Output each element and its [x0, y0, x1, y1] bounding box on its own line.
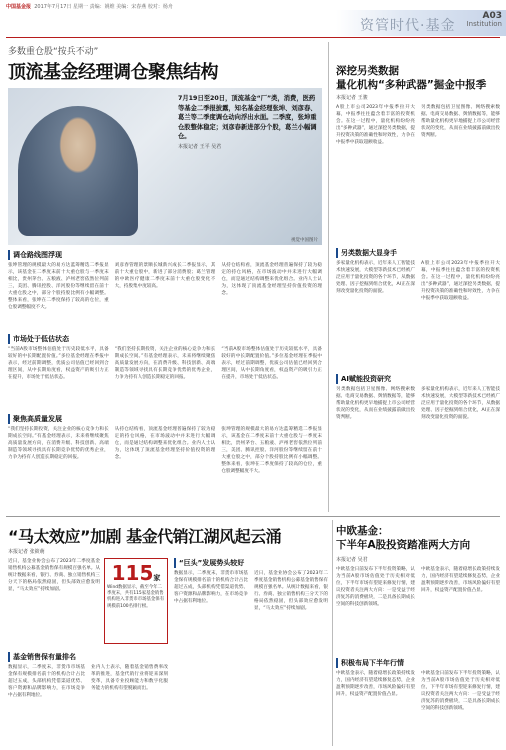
section-divider — [6, 516, 500, 517]
story4-headline: 中欧基金： 下半年A股投资踏准两大方向 — [336, 525, 471, 551]
story1-para-2: 刘彦春管理的景顺长城新兴成长二季报显示，其前十大重仓股中，新进了部分消费股；葛兰管理的中欧医疗健康二季度末前十大重仓股变化不大，持股集中度较高。 — [114, 263, 216, 289]
story1-subhead-1: 调仓路线图浮现 — [8, 250, 62, 260]
story3-para-3: 多家量化机构表示，近年来人工智能技术快速发展，大模型等新技术已经被广泛应用于量化投资的各个环节，从数据处理、因子挖掘到组合优化，AI正在深刻改变量化投资的面貌。 — [336, 261, 415, 294]
story4-columns-2 — [336, 670, 500, 746]
stat-number — [107, 561, 165, 585]
story1-para-5b: 从持仓结构看，顶流基金经理普遍保持了较为稳定的持仓风格，在市场波动中并未进行大幅调仓，而是通过结构调整来优化组合。业内人士认为，这体现了顶流基金经理坚持价值投资的理念。 — [114, 427, 216, 460]
story1-columns-3 — [8, 426, 322, 512]
stat-value: 115 — [111, 561, 154, 585]
story1-headline: 顶流基金经理调仓聚焦结构 — [8, 62, 218, 83]
story2-para-2: 数据显示，二季度末，非货币市场基金保有规模排名前十的机构合计占比超过五成，头部机构凭借渠道优势、客户资源和品牌影响力，在市场竞争中占据有利地位。 — [8, 665, 85, 698]
section-header — [336, 10, 506, 36]
story3-para-1: A股上市公司2023年中报季拉开大幕，中报季往往蕴含着丰富的投资机会。在这一过程中，量化机构纷纷亮出“多种武器”，通过深挖另类数据，提升投资决策的准确性和时效性，力争在中报季中获取超额收益。 — [336, 105, 415, 145]
story2-column-a — [8, 558, 100, 648]
story1-columns-2 — [8, 346, 322, 408]
story3-columns-1 — [336, 104, 500, 244]
header-rule — [6, 37, 500, 38]
story1-lead-text: 7月19日至20日，顶流基金“厂”类，消费，医药等基金二季报披露，知名基金经理张坤、刘彦春、葛兰等二季度调仓动向浮出水面。二季度，张坤重仓股整体稳定；刘彦春新进部分个股，葛兰小幅调仓。 — [178, 95, 317, 140]
page-number: A03 — [482, 11, 502, 21]
page-label — [467, 12, 502, 28]
story1-para-1b: 张坤管理的规模最大的易方达蓝筹精选二季报显示，该基金在二季度末前十大重仓股与一季度末相比，贵州茅台、五粮液、泸州老窖依然位列前三，美团、腾讯控股、洋河股份等继续留在前十大重仓股之中，部分个股持股比例有小幅调整。整体来看，张坤在二季度保持了较高的仓位，重仓股调整幅度不大。 — [221, 427, 323, 474]
story2-byline: 本报记者 张筱萌 — [8, 549, 45, 555]
story1-lead — [178, 94, 318, 152]
story4-para-2: 中欧基金表示，随着稳增长政策持续发力，国内经济有望延续修复态势，企业盈利预期逐步改善，市场风险偏好有望回升，权益资产配置价值凸显。 — [421, 567, 500, 593]
story3-para-2b: 另类数据包括卫星图像、网络搜索数据、电商交易数据、舆情数据等，能够帮助量化机构更早地捕捉上市公司经营状况的变化，从而在业绩披露前做出投资判断。 — [336, 387, 415, 420]
stat-box — [104, 558, 168, 644]
story2-para-1: 近日，基金业协会公布了2023年二季度基金销售机构公募基金销售保有规模百强名单。从统计数据来看，银行、券商、独立销售机构三分天下的格局依然稳固，但头部效应愈发明显，“马太效应”持续加剧。 — [8, 559, 100, 592]
story3-para-3b: 多家量化机构表示，近年来人工智能技术快速发展，大模型等新技术已经被广泛应用于量化投资的各个环节，从数据处理、因子挖掘到组合优化，AI正在深刻改变量化投资的面貌。 — [421, 387, 500, 420]
story3-headline: 深挖另类数据 量化机构“多种武器”掘金中报季 — [336, 65, 487, 91]
story1-para-1: 张坤管理的规模最大的易方达蓝筹精选二季报显示，该基金在二季度末前十大重仓股与一季度末相比，贵州茅台、五粮液、泸州老窖依然位列前三，美团、腾讯控股、洋河股份等继续留在前十大重仓股之中，部分个股持股比例有小幅调整。整体来看，张坤在二季度保持了较高的仓位，重仓股调整幅度不大。 — [8, 263, 109, 310]
masthead — [0, 0, 506, 10]
story1-para-3: “当前A股市场整体估值处于历史较低水平，具备较好的中长期配置价值。”多位基金经理在季报中表示，经过前期调整，优质公司估值已经回到合理区间，从中长期角度看，权益资产的吸引力正在提升，市场处于低估状态。 — [8, 347, 109, 380]
stat-description: Wind数据显示，截至今年二季度末，共有115家基金销售机构进入非货币市场基金保有规模前100名排行榜。 — [107, 585, 165, 609]
story3-para-2: 另类数据包括卫星图像、网络搜索数据、电商交易数据、舆情数据等，能够帮助量化机构更早地捕捉上市公司经营状况的变化，从而在业绩披露前做出投资判断。 — [421, 105, 500, 138]
newspaper-logo: 中国基金报 — [6, 4, 32, 10]
story1-subhead-2: 市场处于低估状态 — [8, 334, 69, 344]
column-divider-2 — [332, 520, 333, 746]
story4-para-1: 中欧基金日前发布下半年投资策略，认为当前A股市场估值处于历史相对低位，下半年市场有望迎来修复行情，建议投资者关注两大方向：一是受益于经济复苏的消费板块，二是具备长期成长空间的科技创新领域。 — [336, 567, 415, 607]
story1-columns-1 — [8, 262, 322, 328]
page-english: Institution — [466, 20, 502, 28]
story3-byline: 本报记者 王骏 — [336, 95, 368, 101]
story3-columns-2 — [336, 260, 500, 370]
story4-columns-1 — [336, 566, 500, 654]
story3-subhead-2: AI赋能投资研究 — [336, 374, 391, 384]
story1-subhead-3: 聚焦高质量发展 — [8, 414, 62, 424]
masthead-info: 2017年7月17日 星期一 责编：姚维 美编：宋春燕 校对：杨舟 — [34, 4, 173, 10]
story4-para-1b: 中欧基金日前发布下半年投资策略，认为当前A股市场估值处于历史相对低位，下半年市场有望迎来修复行情，建议投资者关注两大方向：一是受益于经济复苏的消费板块，二是具备长期成长空间的科技创新领域。 — [421, 671, 500, 711]
story2-columns-b — [8, 664, 168, 746]
section-title: 资管时代·基金 — [360, 18, 456, 34]
column-divider — [328, 42, 329, 512]
story1-byline: 本报记者 王平 吴君 — [178, 143, 222, 150]
story3-columns-3 — [336, 386, 500, 512]
story1-para-3b: “当前A股市场整体估值处于历史较低水平，具备较好的中长期配置价值。”多位基金经理在季报中表示，经过前期调整，优质公司估值已经回到合理区间，从中长期角度看，权益资产的吸引力正在提升，市场处于低估状态。 — [221, 347, 323, 380]
story1-para-4: “我们坚持长期投资，关注企业的核心竞争力和长期成长空间。”有基金经理表示，未来将继续聚焦高质量发展方向，在消费升级、科技创新、高端制造等领域寻找具有长期竞争优势的优秀企业，力争为持有人创造长期稳定的回报。 — [114, 347, 216, 380]
story2-para-3: 业内人士表示，随着基金销售费率改革的推进，基金代销行业将迎来深刻变革，具备专业投顾能力和数字化服务能力的机构有望脱颖而出。 — [91, 665, 168, 691]
story4-byline: 本报记者 吴君 — [336, 557, 368, 563]
story2-headline: “马太效应”加剧 基金代销江湖风起云涌 — [8, 527, 282, 546]
story1-kicker: 多数重仓股“按兵不动” — [8, 47, 99, 57]
story2-subhead-1: 基金销售保有量排名 — [8, 652, 76, 662]
photo-caption: 视觉中国图片 — [291, 238, 318, 243]
story3-para-1b: A股上市公司2023年中报季拉开大幕，中报季往往蕴含着丰富的投资机会。在这一过程中，量化机构纷纷亮出“多种武器”，通过深挖另类数据，提升投资决策的准确性和时效性，力争在中报季中获取超额收益。 — [421, 261, 500, 301]
stat-unit: 家 — [153, 574, 161, 582]
story1-photo — [8, 88, 322, 245]
story2-columns-c — [174, 570, 328, 746]
story1-para-4b: “我们坚持长期投资，关注企业的核心竞争力和长期成长空间。”有基金经理表示，未来将继续聚焦高质量发展方向，在消费升级、科技创新、高端制造等领域寻找具有长期竞争优势的优秀企业，力争为持有人创造长期稳定的回报。 — [8, 427, 109, 460]
story2-subhead-2: “巨头”发展势头较好 — [174, 558, 244, 568]
story1-para-5: 从持仓结构看，顶流基金经理普遍保持了较为稳定的持仓风格，在市场波动中并未进行大幅调仓，而是通过结构调整来优化组合。业内人士认为，这体现了顶流基金经理坚持价值投资的理念。 — [221, 263, 323, 296]
person-photo — [18, 106, 138, 236]
story4-subhead: 积极布局下半年行情 — [336, 658, 404, 668]
story2-para-2b: 数据显示，二季度末，非货币市场基金保有规模排名前十的机构合计占比超过五成，头部机构凭借渠道优势、客户资源和品牌影响力，在市场竞争中占据有利地位。 — [174, 571, 248, 604]
story3-subhead-1: 另类数据大显身手 — [336, 248, 397, 258]
story4-para-2b: 中欧基金表示，随着稳增长政策持续发力，国内经济有望延续修复态势，企业盈利预期逐步改善，市场风险偏好有望回升，权益资产配置价值凸显。 — [336, 671, 415, 697]
story2-para-1b: 近日，基金业协会公布了2023年二季度基金销售机构公募基金销售保有规模百强名单。从统计数据来看，银行、券商、独立销售机构三分天下的格局依然稳固，但头部效应愈发明显，“马太效应”持续加剧。 — [254, 571, 328, 611]
